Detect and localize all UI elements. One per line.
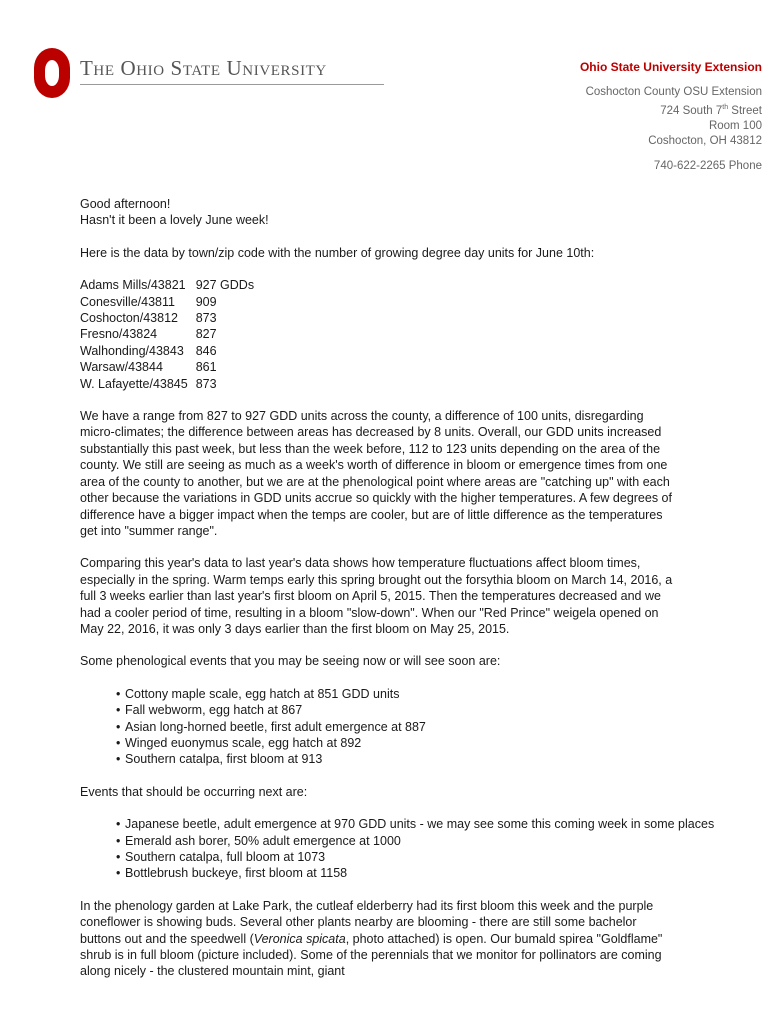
events-intro: Some phenological events that you may be seeing now or will see soon are:	[80, 654, 501, 669]
university-wordmark: The Ohio State University	[80, 56, 327, 80]
gdd-value: 861	[195, 360, 217, 375]
event-item: • Fall webworm, egg hatch at 867	[116, 702, 680, 718]
paragraph-comparison: Comparing this year's data to last year's data shows how temperature fluctuations affect bloom times, especially in the spring. Warm temps early this spring brought out the forsythia bloom on March 14, 2016, a full 3 weeks earlier than last year's first bloom on April 5, 2015. Then the temperatures decreased and we had a cooler period of time, resulting in a bloom "slow-down". When our "Red Prince" weigela opened on May 22, 2016, it was only 3 days earlier than the first bloom on May 25, 2015.	[80, 556, 673, 636]
street-suffix: Street	[728, 104, 762, 117]
events-next-list	[116, 816, 715, 882]
next-events-intro: Events that should be occurring next are:	[80, 784, 308, 799]
gdd-value: 927 GDDs	[195, 278, 255, 293]
greeting: Good afternoon!	[80, 197, 171, 211]
address-line-city: Coshocton, OH 43812	[648, 134, 762, 147]
greeting-block	[80, 196, 680, 229]
gdd-value: 909	[195, 294, 217, 309]
event-item: • Cottony maple scale, egg hatch at 851 GDD units	[116, 686, 680, 702]
gdd-value: 827	[195, 327, 217, 342]
letter-body	[80, 196, 715, 996]
garden-text-a: In the phenology garden at Lake Park, the cutleaf elderberry had its first bloom this week and the purple coneflower is showing buds. Several other plants nearby are blooming - there are still some bachelor buttons out and the speedwell (	[80, 898, 654, 946]
gdd-town: Walhonding/43843	[80, 343, 184, 358]
gdd-value: 873	[195, 311, 217, 326]
event-item: • Winged euonymus scale, egg hatch at 892	[116, 735, 680, 751]
gdd-row	[80, 277, 254, 293]
gdd-town: Adams Mills/43821	[80, 278, 186, 293]
org-name: Ohio State University Extension	[579, 60, 762, 74]
event-item: • Bottlebrush buckeye, first bloom at 1158	[116, 865, 680, 881]
gdd-intro: Here is the data by town/zip code with the number of growing degree day units for June 10th:	[80, 245, 595, 260]
gdd-town: Warsaw/43844	[80, 360, 163, 375]
events-now-list	[116, 686, 680, 768]
event-item: • Japanese beetle, adult emergence at 970 GDD units - we may see some this coming week in some places	[116, 816, 680, 832]
gdd-town: Conesville/43811	[80, 294, 175, 309]
gdd-row	[80, 294, 254, 310]
address-line-office: Coshocton County OSU Extension	[585, 86, 762, 98]
gdd-row	[80, 343, 254, 359]
greeting-line-2: Hasn't it been a lovely June week!	[80, 213, 269, 228]
block-o-icon	[34, 48, 70, 98]
address-line-street	[580, 100, 762, 119]
gdd-table	[80, 277, 254, 392]
gdd-row	[80, 359, 254, 375]
osu-logo	[34, 44, 364, 102]
street-number: 724 South 7	[660, 104, 723, 117]
gdd-town: Fresno/43824	[80, 327, 158, 342]
gdd-row	[80, 376, 254, 392]
paragraph-garden	[80, 898, 680, 980]
event-item: • Emerald ash borer, 50% adult emergence at 1000	[116, 833, 680, 849]
event-item: • Southern catalpa, full bloom at 1073	[116, 849, 680, 865]
event-item: • Asian long-horned beetle, first adult emergence at 887	[116, 719, 680, 735]
paragraph-range: We have a range from 827 to 927 GDD units across the county, a difference of 100 units, disregarding micro-climates; the difference between areas has decreased by 8 units. Overall, our GDD units increased substantially this past week, but less than the week before, 112 to 123 units depending on the area of the county. We still are seeing as much as a week's worth of difference in bloom or emergence times from one area of the county to another, but we are at the phenological point where areas are "catching up" with each other because the variations in GDD units accrue so quickly with the higher temperatures. A few degrees of difference have a bigger impact when the temps are cooler, but are of little difference as the temperatures get into "summer range".	[80, 409, 672, 538]
gdd-value: 873	[195, 376, 217, 391]
wordmark-rule	[80, 84, 384, 85]
gdd-row	[80, 310, 254, 326]
garden-text-b: , photo attached) is open. Our bumald spirea "Goldflame" shrub is in full bloom (picture included). Some of the perennials that we monitor for pollinators are coming along nicely - the clustered mountain mint, giant	[80, 931, 663, 979]
phone-number: 740-622-2265 Phone	[653, 159, 762, 172]
gdd-town: Coshocton/43812	[80, 311, 178, 326]
garden-text-species: Veronica spicata	[253, 931, 346, 946]
gdd-row	[80, 326, 254, 342]
gdd-town: W. Lafayette/43845	[80, 376, 188, 391]
event-item: • Southern catalpa, first bloom at 913	[116, 751, 680, 767]
gdd-value: 846	[195, 343, 217, 358]
street-ordinal: th	[722, 104, 729, 111]
address-line-room: Room 100	[708, 119, 762, 132]
letterhead-address	[580, 60, 762, 174]
